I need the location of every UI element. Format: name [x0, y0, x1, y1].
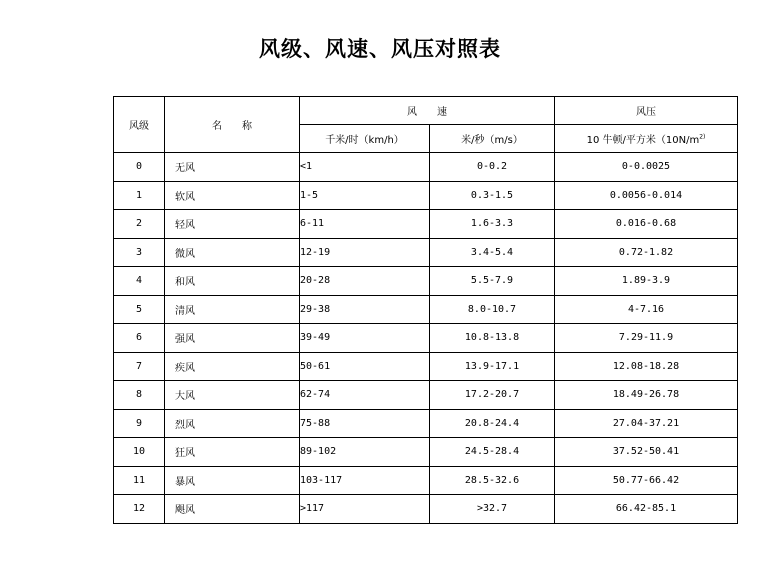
- header-speed-kmh: 千米/时（km/h）: [300, 125, 430, 153]
- cell-pressure: 7.29-11.9: [555, 324, 738, 353]
- cell-speed-ms: 0.3-1.5: [430, 181, 555, 210]
- cell-name: 暴风: [165, 466, 300, 495]
- table-row: [114, 466, 738, 495]
- cell-level: 7: [114, 352, 165, 381]
- cell-name: 大风: [165, 381, 300, 410]
- cell-pressure: 4-7.16: [555, 295, 738, 324]
- cell-pressure: 0.0056-0.014: [555, 181, 738, 210]
- cell-pressure: 0-0.0025: [555, 153, 738, 182]
- cell-name: 软风: [165, 181, 300, 210]
- cell-level: 0: [114, 153, 165, 182]
- cell-pressure: 0.016-0.68: [555, 210, 738, 239]
- cell-speed-ms: 0-0.2: [430, 153, 555, 182]
- cell-speed-kmh: 20-28: [300, 267, 430, 296]
- cell-speed-kmh: 50-61: [300, 352, 430, 381]
- cell-name: 无风: [165, 153, 300, 182]
- cell-name: 烈风: [165, 409, 300, 438]
- cell-level: 6: [114, 324, 165, 353]
- cell-name: 微风: [165, 238, 300, 267]
- table-row: [114, 210, 738, 239]
- cell-pressure: 1.89-3.9: [555, 267, 738, 296]
- cell-speed-kmh: 103-117: [300, 466, 430, 495]
- cell-name: 疾风: [165, 352, 300, 381]
- header-name: 名 称: [165, 97, 300, 153]
- cell-speed-kmh: 89-102: [300, 438, 430, 467]
- pressure-unit-text: 10 牛顿/平方米（10N/m: [586, 135, 700, 146]
- table-row: [114, 324, 738, 353]
- cell-speed-ms: 1.6-3.3: [430, 210, 555, 239]
- cell-pressure: 50.77-66.42: [555, 466, 738, 495]
- cell-pressure: 0.72-1.82: [555, 238, 738, 267]
- cell-pressure: 37.52-50.41: [555, 438, 738, 467]
- table-row: [114, 438, 738, 467]
- cell-speed-ms: 10.8-13.8: [430, 324, 555, 353]
- cell-speed-kmh: 6-11: [300, 210, 430, 239]
- cell-speed-kmh: 1-5: [300, 181, 430, 210]
- table-row: [114, 238, 738, 267]
- cell-name: 飓风: [165, 495, 300, 524]
- table-row: [114, 295, 738, 324]
- cell-speed-kmh: 39-49: [300, 324, 430, 353]
- cell-speed-ms: 28.5-32.6: [430, 466, 555, 495]
- cell-name: 清风: [165, 295, 300, 324]
- cell-level: 4: [114, 267, 165, 296]
- cell-speed-ms: 8.0-10.7: [430, 295, 555, 324]
- cell-level: 9: [114, 409, 165, 438]
- cell-name: 狂风: [165, 438, 300, 467]
- wind-scale-table: [113, 96, 738, 524]
- header-level: 风级: [114, 97, 165, 153]
- pressure-unit-sup: 2): [699, 133, 706, 141]
- table-row: [114, 181, 738, 210]
- cell-speed-ms: 13.9-17.1: [430, 352, 555, 381]
- table-row: [114, 153, 738, 182]
- cell-level: 1: [114, 181, 165, 210]
- cell-pressure: 12.08-18.28: [555, 352, 738, 381]
- cell-speed-ms: 24.5-28.4: [430, 438, 555, 467]
- table-row: [114, 409, 738, 438]
- cell-speed-kmh: 75-88: [300, 409, 430, 438]
- cell-pressure: 18.49-26.78: [555, 381, 738, 410]
- table-row: [114, 381, 738, 410]
- page-title: 风级、风速、风压对照表: [259, 37, 501, 61]
- cell-speed-ms: 3.4-5.4: [430, 238, 555, 267]
- cell-level: 11: [114, 466, 165, 495]
- table-row: [114, 495, 738, 524]
- header-pressure: 风压: [555, 97, 738, 125]
- cell-speed-kmh: 62-74: [300, 381, 430, 410]
- table-row: [114, 267, 738, 296]
- header-speed-ms: 米/秒（m/s）: [430, 125, 555, 153]
- cell-level: 10: [114, 438, 165, 467]
- cell-pressure: 27.04-37.21: [555, 409, 738, 438]
- cell-speed-ms: 17.2-20.7: [430, 381, 555, 410]
- header-pressure-unit: [555, 125, 738, 153]
- cell-name: 强风: [165, 324, 300, 353]
- cell-speed-ms: >32.7: [430, 495, 555, 524]
- cell-level: 12: [114, 495, 165, 524]
- cell-level: 2: [114, 210, 165, 239]
- table-body: [114, 97, 738, 524]
- table-row: [114, 352, 738, 381]
- cell-pressure: 66.42-85.1: [555, 495, 738, 524]
- cell-level: 5: [114, 295, 165, 324]
- cell-speed-ms: 20.8-24.4: [430, 409, 555, 438]
- header-speed: 风 速: [300, 97, 555, 125]
- cell-speed-kmh: <1: [300, 153, 430, 182]
- cell-level: 3: [114, 238, 165, 267]
- header-row-top: [114, 97, 738, 125]
- cell-name: 轻风: [165, 210, 300, 239]
- cell-speed-kmh: 29-38: [300, 295, 430, 324]
- cell-speed-ms: 5.5-7.9: [430, 267, 555, 296]
- cell-speed-kmh: 12-19: [300, 238, 430, 267]
- cell-name: 和风: [165, 267, 300, 296]
- cell-speed-kmh: >117: [300, 495, 430, 524]
- cell-level: 8: [114, 381, 165, 410]
